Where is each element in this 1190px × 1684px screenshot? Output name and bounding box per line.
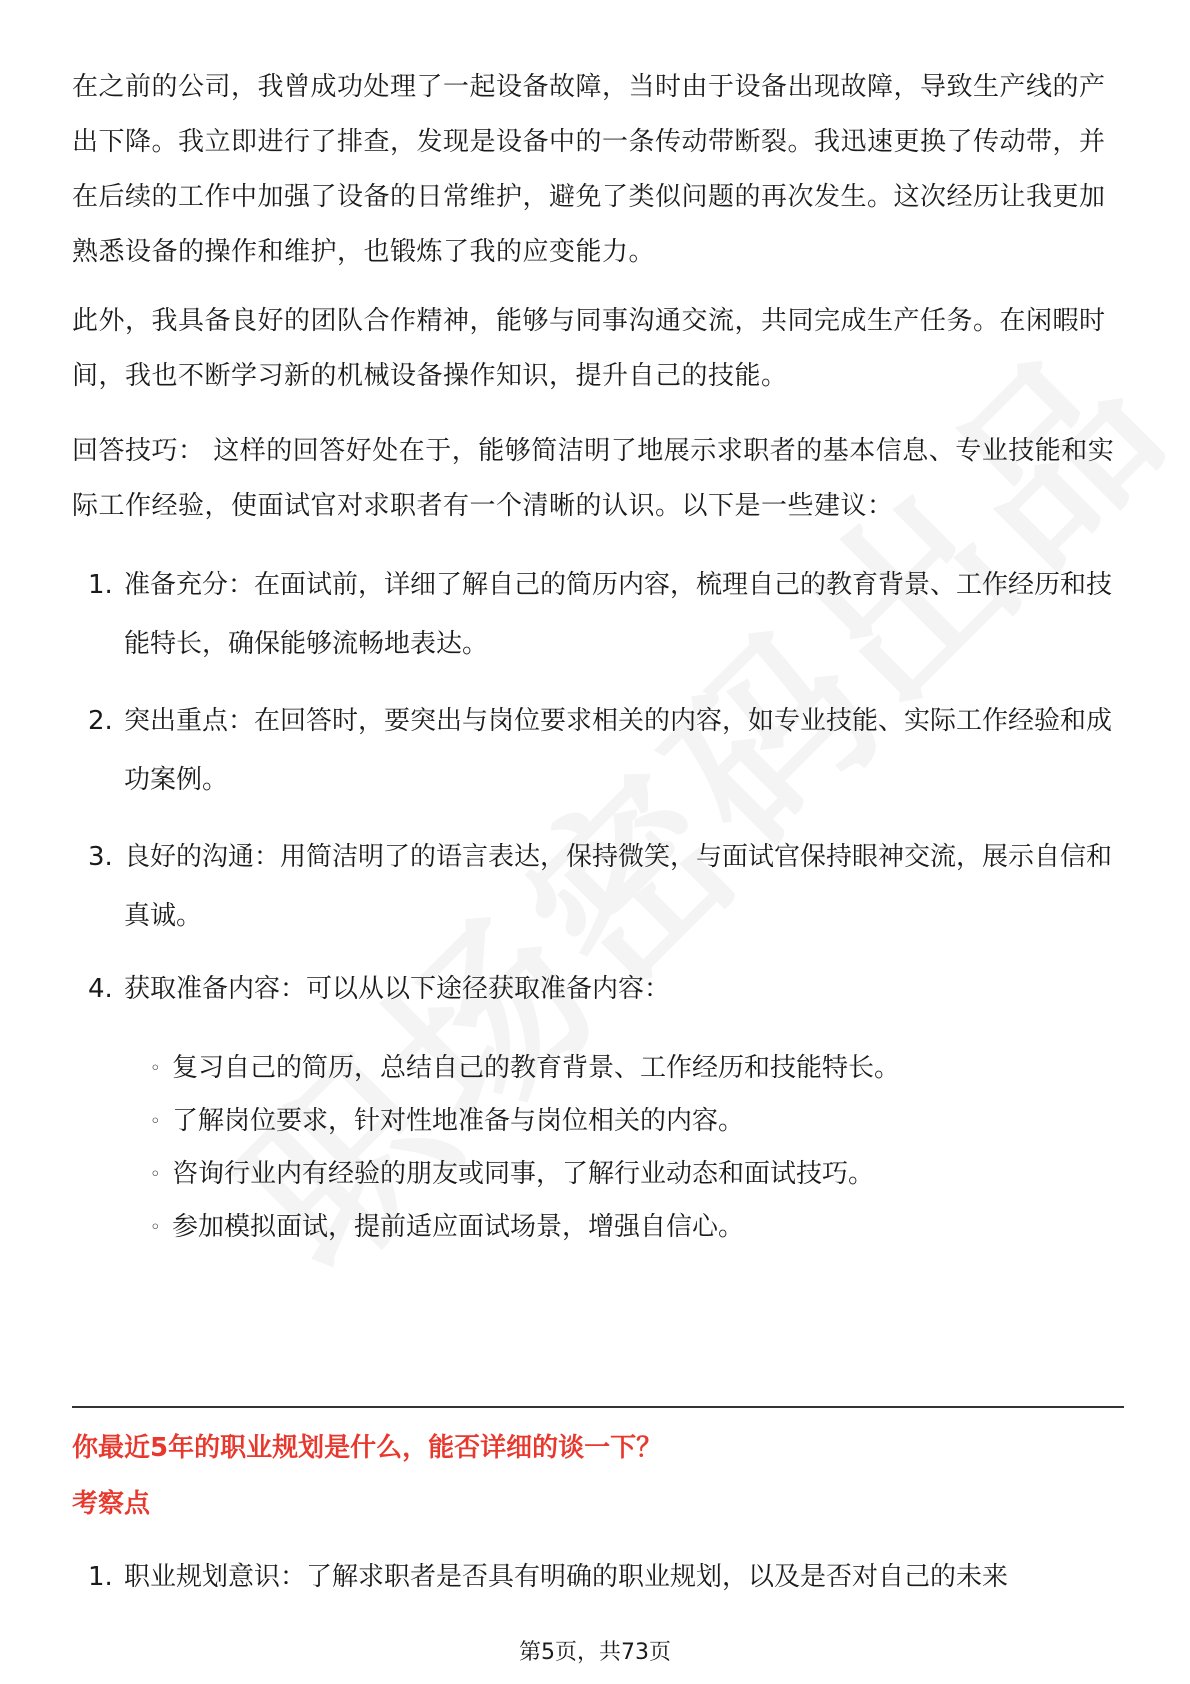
sub-bullet-item [150,1101,1110,1142]
list-number: 4. [88,974,113,1004]
list-item-text: 良好的沟通：用简洁明了的语言表达，保持微笑，与面试官保持眼神交流，展示自信和真诚。 [124,842,1113,931]
bullet-icon: ◦ [150,1111,161,1132]
bullet-icon: ◦ [150,1164,161,1185]
list-item-text: 准备充分：在面试前，详细了解自己的简历内容，梳理自己的教育背景、工作经历和技能特长，确保能够流畅地表达。 [124,570,1113,659]
list-item [88,556,1118,674]
paragraph-teamwork: 此外，我具备良好的团队合作精神，能够与同事沟通交流，共同完成生产任务。在闲暇时间，我也不断学习新的机械设备操作知识，提升自己的技能。 [72,306,1106,391]
sub-bullet-item [150,1154,1110,1195]
list-item [88,828,1118,946]
sub-bullet-item [150,1048,1110,1089]
list-number: 1. [88,1562,113,1592]
sub-bullet-text: 了解岗位要求，针对性地准备与岗位相关的内容。 [172,1106,745,1136]
list-item-text: 突出重点：在回答时，要突出与岗位要求相关的内容，如专业技能、实际工作经验和成功案例。 [124,706,1113,795]
list-item [88,960,1118,1019]
list-item-text: 获取准备内容：可以从以下途径获取准备内容： [124,974,671,1004]
bullet-icon: ◦ [150,1217,161,1238]
list-item [88,692,1118,810]
page-footer: 第5页，共73页 [519,1640,671,1665]
list-number: 1. [88,570,113,600]
list-number: 2. [88,706,113,736]
list-item-text: 职业规划意识：了解求职者是否具有明确的职业规划，以及是否对自己的未来 [124,1562,1009,1592]
list-item [88,1548,1118,1607]
paragraph-equipment-story: 在之前的公司，我曾成功处理了一起设备故障，当时由于设备出现故障，导致生产线的产出下降。我立即进行了排查，发现是设备中的一条传动带断裂。我迅速更换了传动带，并在后续的工作中加强了设备的日常维护，避免了类似问题的再次发生。这次经历让我更加熟悉设备的操作和维护，也锻炼了我的应变能力。 [72,72,1106,267]
section-divider [72,1406,1124,1408]
sub-bullet-text: 参加模拟面试，提前适应面试场景，增强自信心。 [172,1212,745,1242]
bullet-icon: ◦ [150,1058,161,1079]
sub-bullet-text: 咨询行业内有经验的朋友或同事，了解行业动态和面试技巧。 [172,1159,875,1189]
question-heading: 你最近5年的职业规划是什么，能否详细的谈一下？ [72,1433,663,1463]
section-label: 考察点 [72,1489,151,1519]
sub-bullet-text: 复习自己的简历，总结自己的教育背景、工作经历和技能特长。 [172,1053,901,1083]
paragraph-answer-tips: 回答技巧： 这样的回答好处在于，能够简洁明了地展示求职者的基本信息、专业技能和实际工作经验，使面试官对求职者有一个清晰的认识。以下是一些建议： [72,436,1115,521]
sub-bullet-item [150,1207,1110,1248]
list-number: 3. [88,842,113,872]
